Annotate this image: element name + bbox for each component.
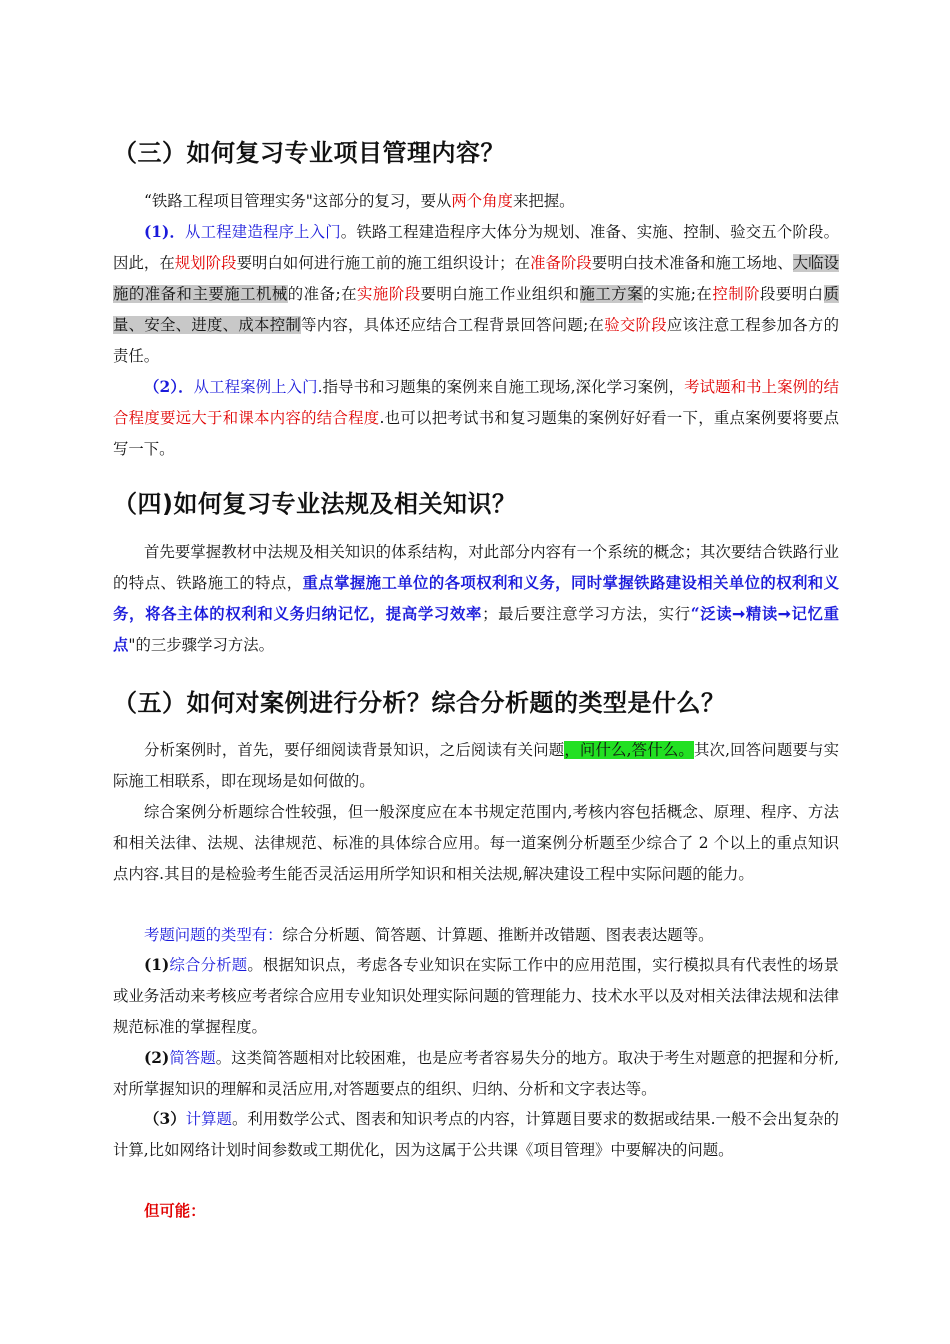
text: 。根据知识点，考虑各专业知识在实际工作中的应用范围，实行模拟具有代表性的场景或业务活动来考核应考者综合应用专业知识处理实际问题的管理能力、技术水平以及对相关法律法规和法律规范标准的掌握程度。 [113,956,839,1036]
intro-text: “铁路工程项目管理实务"这部分的复习，要从 [144,192,452,210]
intro-highlight: 两个角度 [451,192,513,210]
item-number: (2) [144,1049,170,1067]
item-heading: 从工程建造程序上入门 [185,223,341,241]
text: 其次,回答问题要与实际施工相联系，即在现场是如何做的。 [113,741,839,790]
text: 的准备;在 [287,285,358,303]
text: .也可以把考试书和复习题集的案例好好看一下，重点案例要将要点写一下。 [113,409,839,458]
closing-note: 但可能： [144,1202,206,1220]
text: 要明白施工作业组织和 [420,285,580,303]
text: 。这类简答题相对比较困难，也是应考者容易失分的地方。取决于考生对题意的把握和分析,对所掌握知识的理解和灵活应用,对答题要点的组织、归纳、分析和文字表达等。 [113,1049,839,1098]
item-number: (1)． [144,223,186,241]
item-heading: 综合分析题 [169,956,248,974]
types-label: 考题问题的类型有： [144,926,283,944]
text: "的三步骤学习方法。 [128,636,275,654]
item-number: （2）． [144,378,194,396]
item-number: （3） [144,1110,186,1128]
item-number: (1) [144,956,170,974]
text: 段要明白 [760,285,824,303]
question-types [113,920,839,951]
stage-control: 控制阶 [712,285,760,303]
item-heading: 简答题 [169,1049,216,1067]
highlight-blue: “泛读➞精读➞记忆重点 [113,605,839,654]
section-4-para [113,537,839,661]
text: ；最后要注意学习方法，实行 [482,605,691,623]
text: 首先要掌握教材中法规及相关知识的体系结构，对此部分内容有一个系统的概念；其次要结合铁路行业的特点、铁路施工的特点， [113,543,839,592]
section-3-title: （三）如何复习专业项目管理内容？ [113,139,505,167]
item-heading: 从工程案例上入门 [193,378,318,396]
text: 应该注意工程参加各方的责任。 [113,316,839,365]
text: .指导书和习题集的案例来自施工现场,深化学习案例， [317,378,685,396]
section-3-para-2 [113,372,839,465]
text: 。铁路工程建造程序大体分为规划、准备、实施、控制、验交五个阶段。因此，在 [113,223,839,272]
section-3-intro [113,186,839,217]
section-5-para-2: 综合案例分析题综合性较强，但一般深度应在本书规定范围内,考核内容包括概念、原理、程序、方法和相关法律、法规、法律规范、标准的具体综合应用。每一道案例分析题至少综合了 2 个以上的重点知识点内容.其目的是检验考生能否灵活运用所学知识和相关法规,解决建设工程中实际问题的能力。 [113,803,839,883]
type-item-1 [113,950,839,1043]
type-item-2 [113,1043,839,1105]
text: 等内容，具体还应结合工程背景回答问题;在 [301,316,605,334]
stage-planning: 规划阶段 [174,254,237,272]
highlight-red: 考试题和书上案例的结合程度要远大于和课本内容的结合程度 [113,378,839,427]
section-4-title: （四)如何复习专业法规及相关知识？ [113,490,517,518]
type-item-3 [113,1104,839,1166]
text: 要明白技术准备和施工场地、 [591,254,793,272]
highlight-gray: 质量、安全、进度、成本控制 [113,285,839,334]
text: 综合分析题、简答题、计算题、推断并改错题、图表表达题等。 [282,926,714,944]
highlight-green: ，问什么,答什么。 [564,741,694,759]
highlight-gray: 施工方案 [579,285,644,303]
text: 要明白如何进行施工前的施工组织设计；在 [236,254,531,272]
intro-text-end: 来把握。 [512,192,575,210]
item-heading: 计算题 [185,1110,232,1128]
section-5-para-1 [113,735,839,797]
section-5-title: （五）如何对案例进行分析？综合分析题的类型是什么？ [113,689,726,717]
stage-implementation: 实施阶段 [357,285,421,303]
text: 分析案例时，首先，要仔细阅读背景知识，之后阅读有关问题 [144,741,565,759]
text: 的实施;在 [643,285,713,303]
section-3-para-1 [113,217,839,372]
stage-preparation: 准备阶段 [530,254,592,272]
stage-acceptance: 验交阶段 [604,316,667,334]
highlight-blue: 重点掌握施工单位的各项权利和义务，同时掌握铁路建设相关单位的权利和义务，将各主体的权利和义务归纳记忆，提高学习效率 [113,574,839,623]
text: 。利用数学公式、图表和知识考点的内容，计算题目要求的数据或结果.一般不会出复杂的计算,比如网络计划时间参数或工期优化，因为这属于公共课《项目管理》中要解决的问题。 [113,1110,839,1159]
highlight-gray: 大临设施的准备和主要施工机械 [113,254,839,303]
